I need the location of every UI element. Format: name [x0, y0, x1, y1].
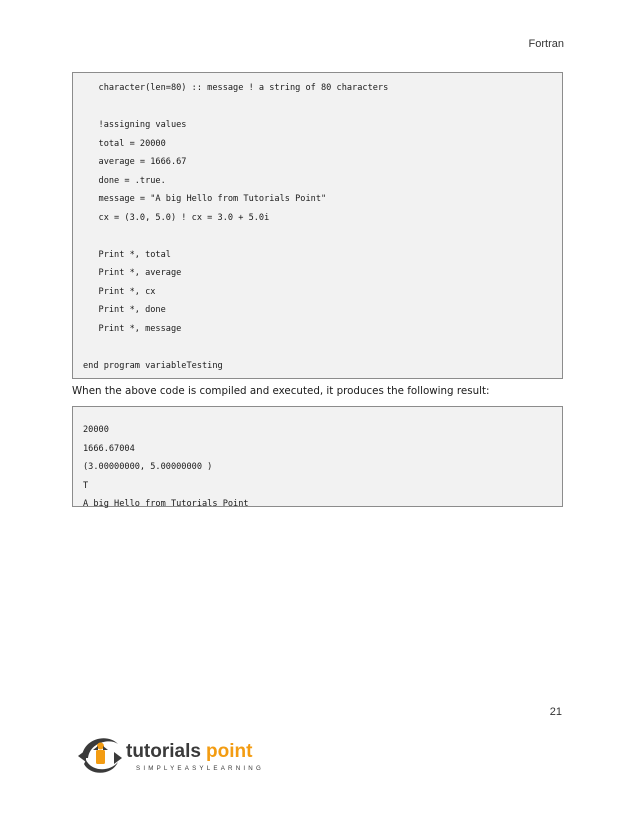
code-line: end program variableTesting [83, 360, 223, 371]
code-line: Print *, total [83, 249, 171, 260]
logo-tagline: SIMPLYEASYLEARNING [136, 765, 264, 772]
output-line: A big Hello from Tutorials Point [83, 499, 249, 509]
page-header-title: Fortran [528, 38, 564, 50]
code-line: Print *, done [83, 305, 166, 315]
output-line: 20000 [83, 425, 109, 435]
page-number: 21 [549, 706, 562, 718]
logo-brand-text-b: point [206, 741, 253, 762]
logo-brand-text-a: tutorials [126, 741, 201, 762]
code-line: total = 20000 [83, 138, 166, 149]
output-line: (3.00000000, 5.00000000 ) [83, 462, 213, 472]
output-line: 1666.67004 [83, 443, 135, 454]
code-line [83, 98, 562, 117]
code-line: Print *, cx [83, 286, 156, 297]
code-line: Print *, message [83, 323, 182, 334]
output-line: T [83, 480, 89, 491]
code-block-program [72, 72, 563, 379]
code-line [83, 227, 562, 246]
result-intro-paragraph: When the above code is compiled and executed, it produces the following result: [72, 385, 490, 397]
code-line: message = "A big Hello from Tutorials Point" [83, 194, 327, 204]
code-line: done = .true. [83, 175, 166, 186]
code-line [83, 338, 562, 357]
tutorialspoint-emblem-icon [78, 738, 122, 772]
code-line: Print *, average [83, 268, 182, 278]
code-line: character(len=80) :: message ! a string of 80 characters [83, 83, 389, 93]
code-line: average = 1666.67 [83, 157, 187, 167]
code-line: !assigning values [83, 120, 187, 130]
tutorialspoint-logo [76, 728, 276, 780]
code-line: cx = (3.0, 5.0) ! cx = 3.0 + 5.0i [83, 212, 270, 223]
code-block-output [72, 406, 563, 507]
